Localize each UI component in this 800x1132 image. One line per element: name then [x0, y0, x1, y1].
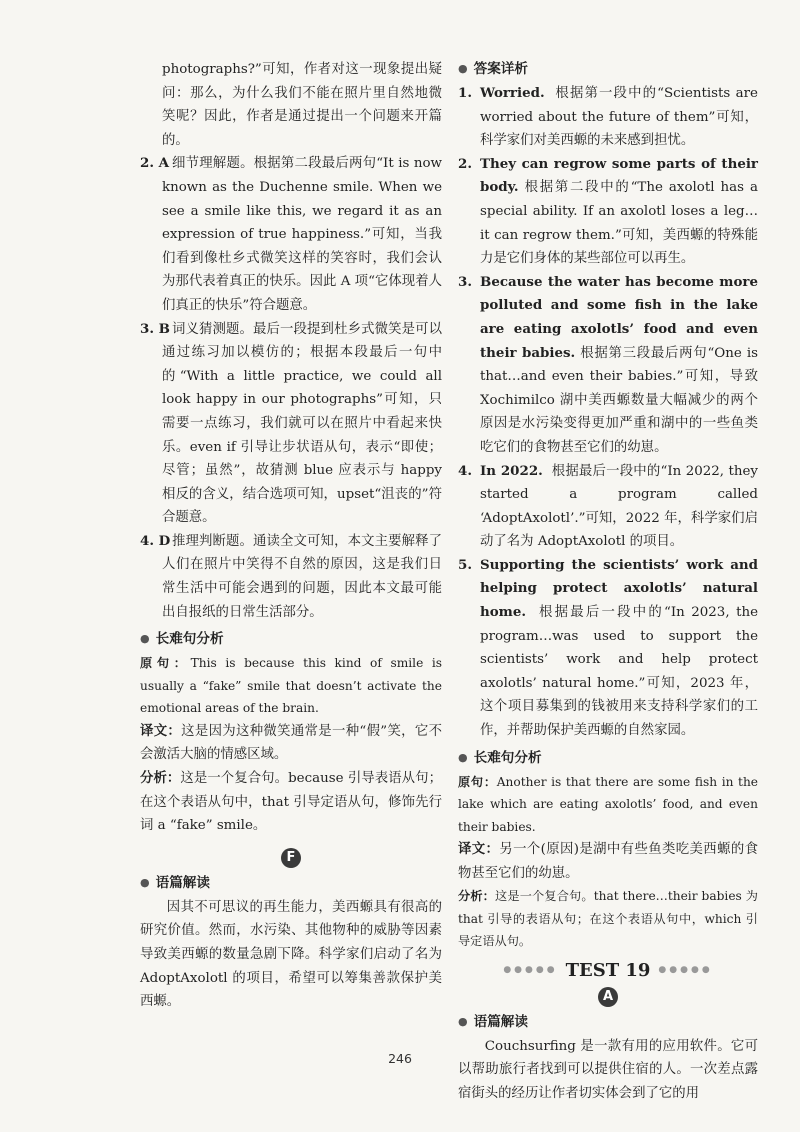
section-marker-icon: ● [458, 1014, 468, 1028]
left-column [140, 58, 442, 1014]
answer-item-3-text: 词义猜测题。最后一段提到杜乡式微笑是可以通过练习加以模仿的；根据本段最后一句中的“With a little practice, we could all look happy in our photographs”可知，只需要一点练习，我们就可以在照片中看起来快乐。even if 引导让步状语从句，表示“即使；尽管；虽然”，故猜测 blue 应表示与 happy 相反的含义，结合选项可知，upset“沮丧的”符合题意。 [162, 321, 442, 526]
translation-label: 译文： [458, 841, 500, 858]
section-letter-badge: A [598, 987, 618, 1007]
translation [140, 720, 442, 767]
original-sentence [140, 652, 442, 720]
passage-heading-text: 语篇解读 [473, 1013, 528, 1030]
answers-heading-text: 答案详析 [473, 61, 528, 77]
original-label: 原句： [140, 656, 191, 671]
detail-answer-4-answer: In 2022. [480, 462, 543, 479]
detail-answer-2-text: 根据第二段中的“The axolotl has a special ability. If an axolotl loses a leg…it can regrow them.”可知，美西螈的特殊能力是它们身体的某些部位可以再生。 [480, 180, 758, 267]
analysis-label: 分析： [140, 769, 181, 786]
section-marker-icon: ● [458, 750, 468, 764]
section-marker-icon: ● [458, 62, 468, 75]
passage-heading-text: 语篇解读 [155, 874, 210, 891]
test-heading [458, 957, 758, 985]
detail-answer-4 [458, 460, 758, 554]
detail-answer-5 [458, 554, 758, 743]
long-sentence-heading [140, 628, 442, 650]
dots-decoration-right: ●●●●● [658, 965, 713, 976]
detail-answer-2-number: 2. [458, 155, 472, 172]
answer-item-1-continuation [140, 58, 442, 152]
passage-text: Couchsurfing 是一款有用的应用软件。它可以帮助旅行者找到可以提供住宿的人。一次差点露宿街头的经历让作者切实体会到了它的用 [458, 1038, 758, 1101]
detail-answer-1-answer: Worried. [480, 85, 545, 101]
answer-item-4 [140, 530, 442, 624]
detail-answer-3-text: 根据第三段最后两句“One is that…and even their babies.”可知，导致 Xochimilco 湖中美西螈数量大幅减少的两个原因是水污染变得更加严重和湖中的一些鱼类吃它们的食物甚至它们的幼崽。 [480, 345, 758, 455]
detail-answer-2-answer: They can regrow some parts of their body. [480, 155, 758, 196]
answer-item-4-number: 4. D [140, 532, 171, 549]
section-letter-badge: F [281, 848, 301, 868]
answers-heading [458, 58, 758, 80]
answer-item-2 [140, 152, 442, 317]
answer-item-2-number: 2. A [140, 155, 170, 172]
passage-heading [140, 872, 442, 894]
passage-heading [458, 1011, 758, 1033]
analysis-text: 这是一个复合句。because 引导表语从句；在这个表语从句中，that 引导定语从句，修饰先行词 a “fake” smile。 [140, 770, 442, 834]
detail-answer-5-text: 根据最后一段中的“In 2023, the program…was used to support the scientists’ work and help protect axolotls’ natural home.”可知，2023 年，这个项目募集到的钱被用来支持科学家们的工作，并帮助保护美西螈的自然家园。 [480, 605, 758, 739]
section-marker-icon: ● [140, 875, 150, 889]
right-column [458, 58, 758, 1106]
detail-answer-5-answer: Supporting the scientists’ work and helping protect axolotls’ natural home. [480, 556, 758, 621]
detail-answer-1 [458, 82, 758, 153]
answer-item-3 [140, 318, 442, 530]
section-marker-icon: ● [140, 632, 150, 646]
original-text: Another is that there are some fish in the lake which are eating axolotls’ food, and even their babies. [458, 774, 758, 834]
translation [458, 838, 758, 885]
answer-item-2-text: 细节理解题。根据第二段最后两句“It is now known as the Duchenne smile. When we see a smile like this, we regard it as an expression of true happiness.”可知，当我们看到像杜乡式微笑这样的笑容时，我们会认为那代表着真正的快乐。因此 A 项“它体现着人们真正的快乐”符合题意。 [162, 156, 442, 313]
detail-answer-3-number: 3. [458, 273, 472, 290]
detail-answer-4-text: 根据最后一段中的“In 2022, they started a program called ‘AdoptAxolotl’.”可知，2022 年，科学家们启动了名为 AdoptAxolotl 的项目。 [480, 463, 758, 550]
test-title: TEST 19 [565, 960, 651, 982]
detail-answer-3-answer: Because the water has become more polluted and some fish in the lake are eating axolotls’ food and even their babies. [480, 273, 758, 361]
long-sentence-heading-text: 长难句分析 [473, 749, 542, 766]
answer-item-1-text: photographs?”可知，作者对这一现象提出疑问：那么，为什么我们不能在照片里自然地微笑呢？因此，作者是通过提出一个问题来开篇的。 [162, 62, 442, 148]
dots-decoration-left: ●●●●● [503, 965, 558, 976]
analysis-label: 分析： [458, 889, 496, 904]
original-text: This is because this kind of smile is usually a “fake” smile that doesn’t activate the emotional areas of the brain. [140, 656, 442, 716]
detail-answer-1-number: 1. [458, 85, 472, 101]
long-sentence-heading [458, 747, 758, 769]
page-number: 246 [388, 1051, 412, 1066]
detail-answer-3 [458, 271, 758, 460]
analysis-text: 这是一个复合句。that there…their babies 为 that 引导的表语从句；在这个表语从句中，which 引导定语从句。 [458, 889, 758, 949]
original-label: 原句： [458, 774, 497, 789]
translation-text: 这是因为这种微笑通常是一种“假”笑，它不会激活大脑的情感区域。 [140, 723, 442, 763]
answer-item-3-number: 3. B [140, 320, 170, 337]
long-sentence-heading-text: 长难句分析 [155, 631, 224, 648]
detail-answer-1-text: 根据第一段中的“Scientists are worried about the future of them”可知，科学家们对美西螈的未来感到担忧。 [480, 86, 758, 149]
translation-text: 另一个(原因)是湖中有些鱼类吃美西螈的食物甚至它们的幼崽。 [458, 842, 758, 881]
analysis [458, 885, 758, 953]
original-sentence [458, 771, 758, 839]
answer-item-4-text: 推理判断题。通读全文可知，本文主要解释了人们在照片中笑得不自然的原因，这是我们日常生活中可能会遇到的问题，因此本文最可能出自报纸的日常生活部分。 [162, 533, 442, 620]
translation-label: 译文： [140, 722, 182, 739]
detail-answer-4-number: 4. [458, 462, 472, 479]
detail-answer-5-number: 5. [458, 556, 472, 573]
detail-answer-2 [458, 153, 758, 271]
analysis [140, 767, 442, 838]
passage-text: 因其不可思议的再生能力，美西螈具有很高的研究价值。然而，水污染、其他物种的威胁等因素导致美西螈的数量急剧下降。科学家们启动了名为 AdoptAxolotl 的项目，希望可以筹集善款保护美西螈。 [140, 899, 442, 1010]
